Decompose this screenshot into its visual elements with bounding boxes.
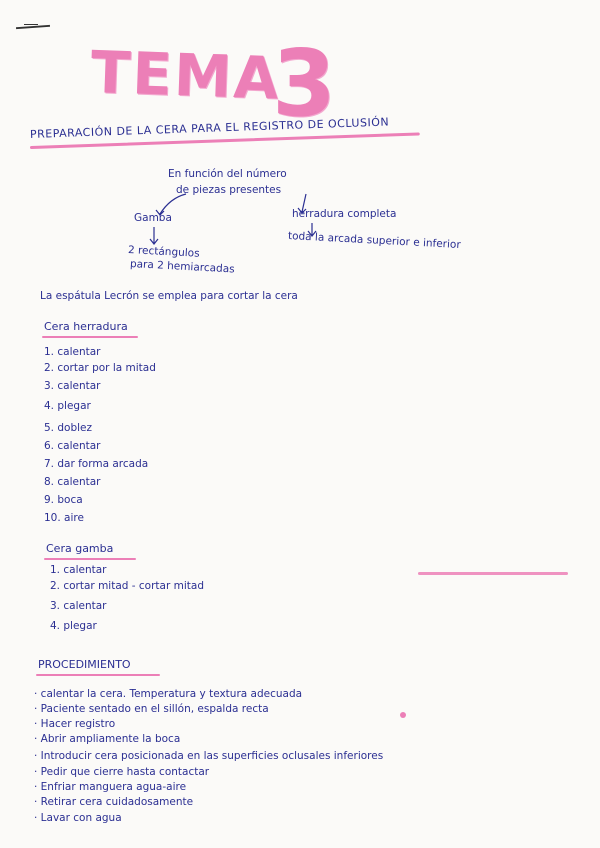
list-item: · Lavar con agua [34, 812, 122, 824]
list-item: 4. plegar [44, 400, 91, 412]
list-item: · Pedir que cierre hasta contactar [34, 766, 210, 778]
section-heading: PREPARACIÓN DE LA CERA PARA EL REGISTRO DE OCLUSIÓN [29, 115, 390, 141]
corner-mark [24, 24, 38, 25]
list-item: 9. boca [44, 494, 83, 506]
list-item: 2. cortar por la mitad [44, 362, 156, 374]
diagram-right-detail: toda la arcada superior e inferior [287, 230, 461, 252]
procedimiento-title: PROCEDIMIENTO [38, 658, 131, 671]
list-item: 5. doblez [44, 422, 92, 434]
list-item: 4. plegar [50, 620, 97, 632]
herradura-underline [42, 336, 138, 338]
diagram-branch-left: Gamba [134, 212, 172, 224]
diagram-left-detail-line1: 2 rectángulos [127, 244, 200, 260]
list-item: 2. cortar mitad - cortar mitad [50, 580, 204, 592]
list-item: · Introducir cera posicionada en las superficies oclusales inferiores [34, 750, 384, 762]
page-title-number: 3 [272, 30, 337, 137]
list-item: 8. calentar [44, 476, 101, 488]
list-item: 3. calentar [50, 600, 107, 612]
list-item: 7. dar forma arcada [44, 458, 149, 470]
list-item: 1. calentar [44, 346, 101, 358]
page-title: TEMA [89, 38, 282, 113]
list-item: 10. aire [44, 512, 84, 524]
diagram-branch-right: herradura completa [292, 208, 397, 220]
list-item: · Enfriar manguera agua-aire [34, 781, 187, 793]
gamba-underline [44, 558, 136, 560]
list-item: · Paciente sentado en el sillón, espalda recta [34, 703, 269, 715]
list-item: · Hacer registro [34, 718, 116, 730]
list-item: · Abrir ampliamente la boca [34, 733, 181, 745]
diagram-left-detail-line2: para 2 hemiarcadas [129, 258, 235, 276]
spatula-note: La espátula Lecrón se emplea para cortar la cera [40, 290, 298, 302]
procedimiento-underline [36, 674, 160, 676]
list-item: · Retirar cera cuidadosamente [34, 796, 194, 808]
list-item: 3. calentar [44, 380, 101, 392]
list-item: 6. calentar [44, 440, 101, 452]
gamba-title: Cera gamba [46, 542, 114, 555]
diagram-root-line1: En función del número [168, 168, 287, 180]
list-item: · calentar la cera. Temperatura y textura adecuada [34, 688, 303, 700]
highlight-dot [400, 712, 406, 718]
herradura-title: Cera herradura [44, 320, 128, 333]
highlight-stroke [418, 572, 568, 575]
list-item: 1. calentar [50, 564, 107, 576]
corner-mark [16, 25, 50, 29]
diagram-root-line2: de piezas presentes [176, 184, 282, 196]
arrow-down-left-icon [146, 226, 162, 246]
